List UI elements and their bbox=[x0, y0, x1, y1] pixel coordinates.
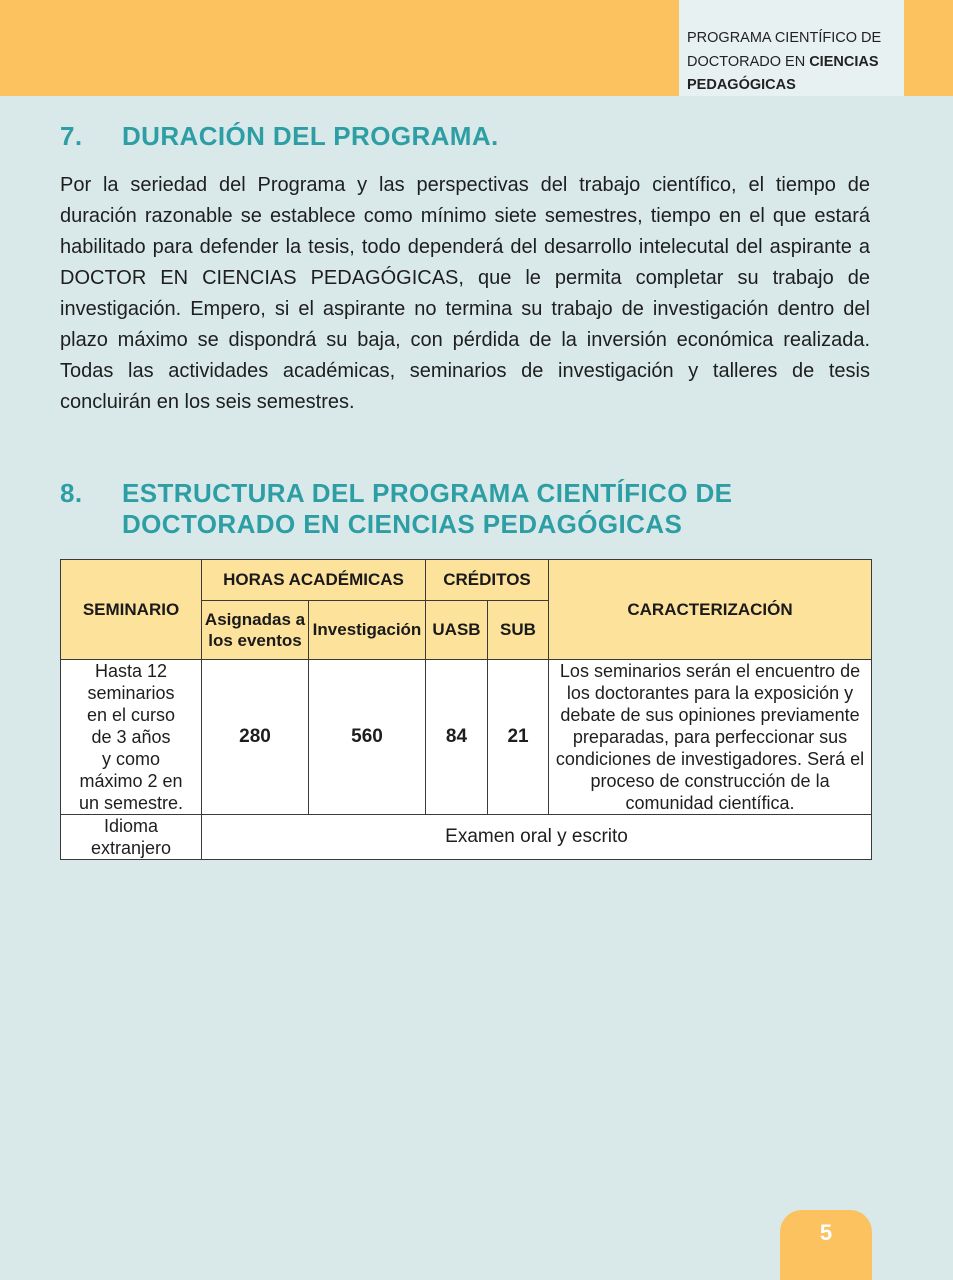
header-sub: SUB bbox=[488, 601, 549, 660]
header-investigacion: Investigación bbox=[309, 601, 426, 660]
header-line-2-bold: CIENCIAS bbox=[809, 53, 879, 70]
idioma-line-1: Idioma bbox=[103, 816, 159, 836]
program-structure-table bbox=[60, 559, 872, 860]
header-line-1: PROGRAMA CIENTÍFICO DE bbox=[687, 30, 882, 46]
header-asignadas bbox=[202, 601, 309, 660]
section-8-number: 8. bbox=[60, 478, 83, 508]
cell-caracterizacion: Los seminarios serán el encuentro de los doctorantes para la exposición y debate de sus opiniones previamente preparadas, para perfeccionar sus condiciones de investigadores. Será el proceso de construcción de la comunidad científica. bbox=[549, 660, 872, 815]
seminario-line: en el curso bbox=[86, 705, 176, 725]
header-seminario: SEMINARIO bbox=[61, 560, 202, 660]
section-8-title-line-1: ESTRUCTURA DEL PROGRAMA CIENTÍFICO DE bbox=[122, 478, 733, 508]
header-line-2 bbox=[687, 51, 904, 75]
cell-seminario bbox=[61, 660, 202, 815]
cell-idioma bbox=[61, 815, 202, 860]
header-creditos: CRÉDITOS bbox=[426, 560, 549, 601]
header-asignadas-line-2: los eventos bbox=[208, 631, 302, 650]
table-row bbox=[61, 815, 872, 860]
section-8-title bbox=[122, 478, 732, 540]
section-7-title: DURACIÓN DEL PROGRAMA. bbox=[122, 121, 499, 151]
header-caracterizacion: CARACTERIZACIÓN bbox=[549, 560, 872, 660]
seminario-line: máximo 2 en bbox=[79, 771, 183, 791]
cell-examen: Examen oral y escrito bbox=[202, 815, 872, 860]
seminario-line: y como bbox=[101, 749, 161, 769]
seminario-line: Hasta 12 bbox=[94, 661, 168, 681]
section-8-heading bbox=[60, 478, 880, 540]
header-uasb: UASB bbox=[426, 601, 488, 660]
table-header-row bbox=[61, 560, 872, 601]
seminario-line: un semestre. bbox=[78, 793, 184, 813]
section-7-number: 7. bbox=[60, 121, 83, 151]
seminario-line: de 3 años bbox=[91, 727, 171, 747]
header-line-3 bbox=[687, 74, 904, 98]
section-7-heading bbox=[60, 121, 499, 152]
cell-asignadas: 280 bbox=[202, 660, 309, 815]
cell-investigacion: 560 bbox=[309, 660, 426, 815]
header-line-3-bold: PEDAGÓGICAS bbox=[687, 77, 796, 93]
cell-uasb: 84 bbox=[426, 660, 488, 815]
section-7-paragraph: Por la seriedad del Programa y las perspectivas del trabajo científico, el tiempo de duración razonable se establece como mínimo siete semestres, tiempo en el que estará habilitado para defender la tesis, todo dependerá del desarrollo intelecutal del aspirante a DOCTOR EN CIENCIAS PEDAGÓGICAS, que le permita completar su trabajo de investigación. Empero, si el aspirante no termina su trabajo de investigación dentro del plazo máximo se dispondrá su baja, con pérdida de la inversión económica realizada. Todas las actividades académicas, seminarios de investigación y talleres de tesis concluirán en los seis semestres. bbox=[60, 174, 870, 413]
header-line-2-prefix: DOCTORADO EN bbox=[687, 53, 806, 70]
section-8-title-line-2: DOCTORADO EN CIENCIAS PEDAGÓGICAS bbox=[122, 509, 683, 539]
header-asignadas-line-1: Asignadas a bbox=[204, 610, 306, 629]
cell-sub: 21 bbox=[488, 660, 549, 815]
idioma-line-2: extranjero bbox=[90, 838, 172, 858]
table-row bbox=[61, 660, 872, 815]
header-horas-academicas: HORAS ACADÉMICAS bbox=[202, 560, 426, 601]
seminario-line: seminarios bbox=[87, 683, 175, 703]
page-number: 5 bbox=[780, 1210, 872, 1280]
document-header bbox=[679, 0, 904, 96]
